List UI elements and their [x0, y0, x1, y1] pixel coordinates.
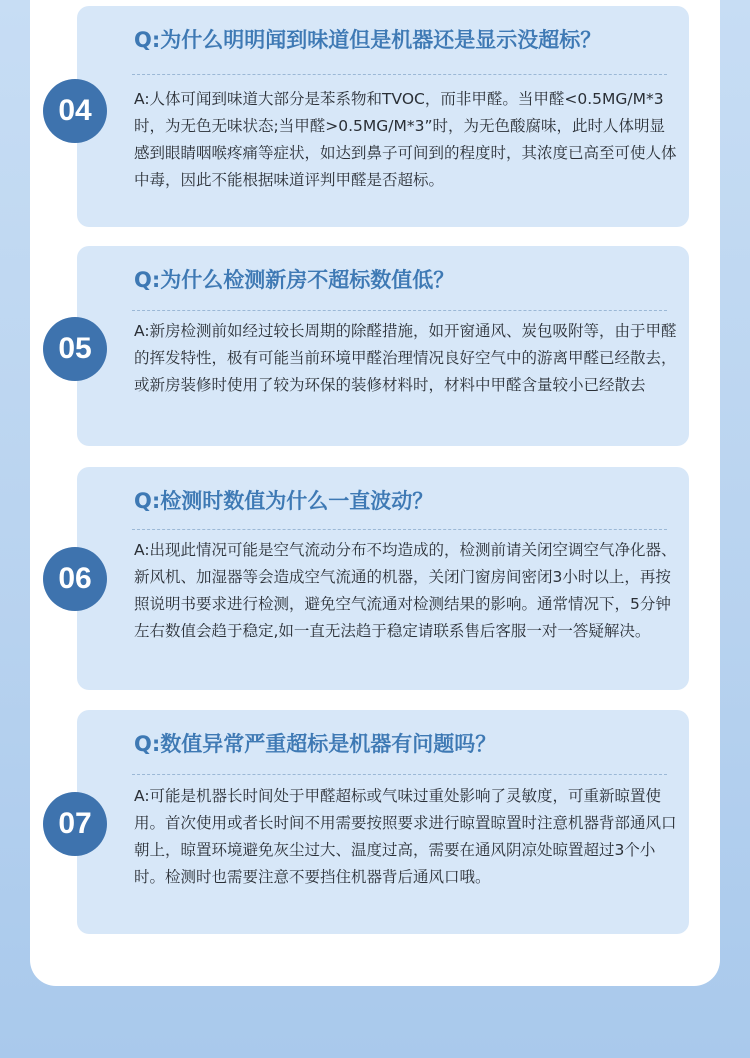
- divider: [132, 74, 667, 75]
- faq-answer: A:出现此情况可能是空气流动分布不均造成的，检测前请关闭空调空气净化器、新风机、加湿器等会造成空气流通的机器，关闭门窗房间密闭3小时以上，再按照说明书要求进行检测，避免空气流通对检测结果的影响。通常情况下，5分钟左右数值会趋于稳定,如一直无法趋于稳定请联系售后客服一对一答疑解决。: [134, 541, 677, 640]
- faq-question: Q:检测时数值为什么一直波动？: [134, 489, 434, 513]
- divider: [132, 310, 667, 311]
- faq-number-badge: 04: [43, 79, 107, 143]
- faq-answer: A:人体可闻到味道大部分是苯系物和TVOC，而非甲醛。当甲醛<0.5MG/M*3时，为无色无味状态;当甲醛>0.5MG/M*3”时，为无色酸腐味，此时人体明显感到眼睛咽喉疼痛等症状，如达到鼻子可间到的程度时，其浓度已高至可使人体中毒，因此不能根据味道评判甲醛是否超标。: [134, 90, 677, 189]
- faq-number-badge: 06: [43, 547, 107, 611]
- faq-card-06: [77, 467, 689, 690]
- faq-question: Q:数值异常严重超标是机器有问题吗？: [134, 732, 497, 756]
- divider: [132, 529, 667, 530]
- faq-card-04: [77, 6, 689, 227]
- faq-answer: A:新房检测前如经过较长周期的除醛措施，如开窗通风、炭包吸附等，由于甲醛的挥发特性，极有可能当前环境甲醛治理情况良好空气中的游离甲醛已经散去，或新房装修时使用了较为环保的装修材料时，材料中甲醛含量较小已经散去: [134, 322, 677, 394]
- divider: [132, 774, 667, 775]
- faq-question: Q:为什么明明闻到味道但是机器还是显示没超标？: [134, 28, 602, 52]
- faq-card-05: [77, 246, 689, 446]
- faq-number-badge: 07: [43, 792, 107, 856]
- faq-card-07: [77, 710, 689, 934]
- faq-question: Q:为什么检测新房不超标数值低？: [134, 268, 455, 292]
- faq-number-badge: 05: [43, 317, 107, 381]
- faq-answer: A:可能是机器长时间处于甲醛超标或气味过重处影响了灵敏度，可重新晾置使用。首次使用或者长时间不用需要按照要求进行晾置晾置时注意机器背部通风口朝上，晾置环境避免灰尘过大、温度过高，需要在通风阴凉处晾置超过3个小时。检测时也需要注意不要挡住机器背后通风口哦。: [134, 787, 677, 886]
